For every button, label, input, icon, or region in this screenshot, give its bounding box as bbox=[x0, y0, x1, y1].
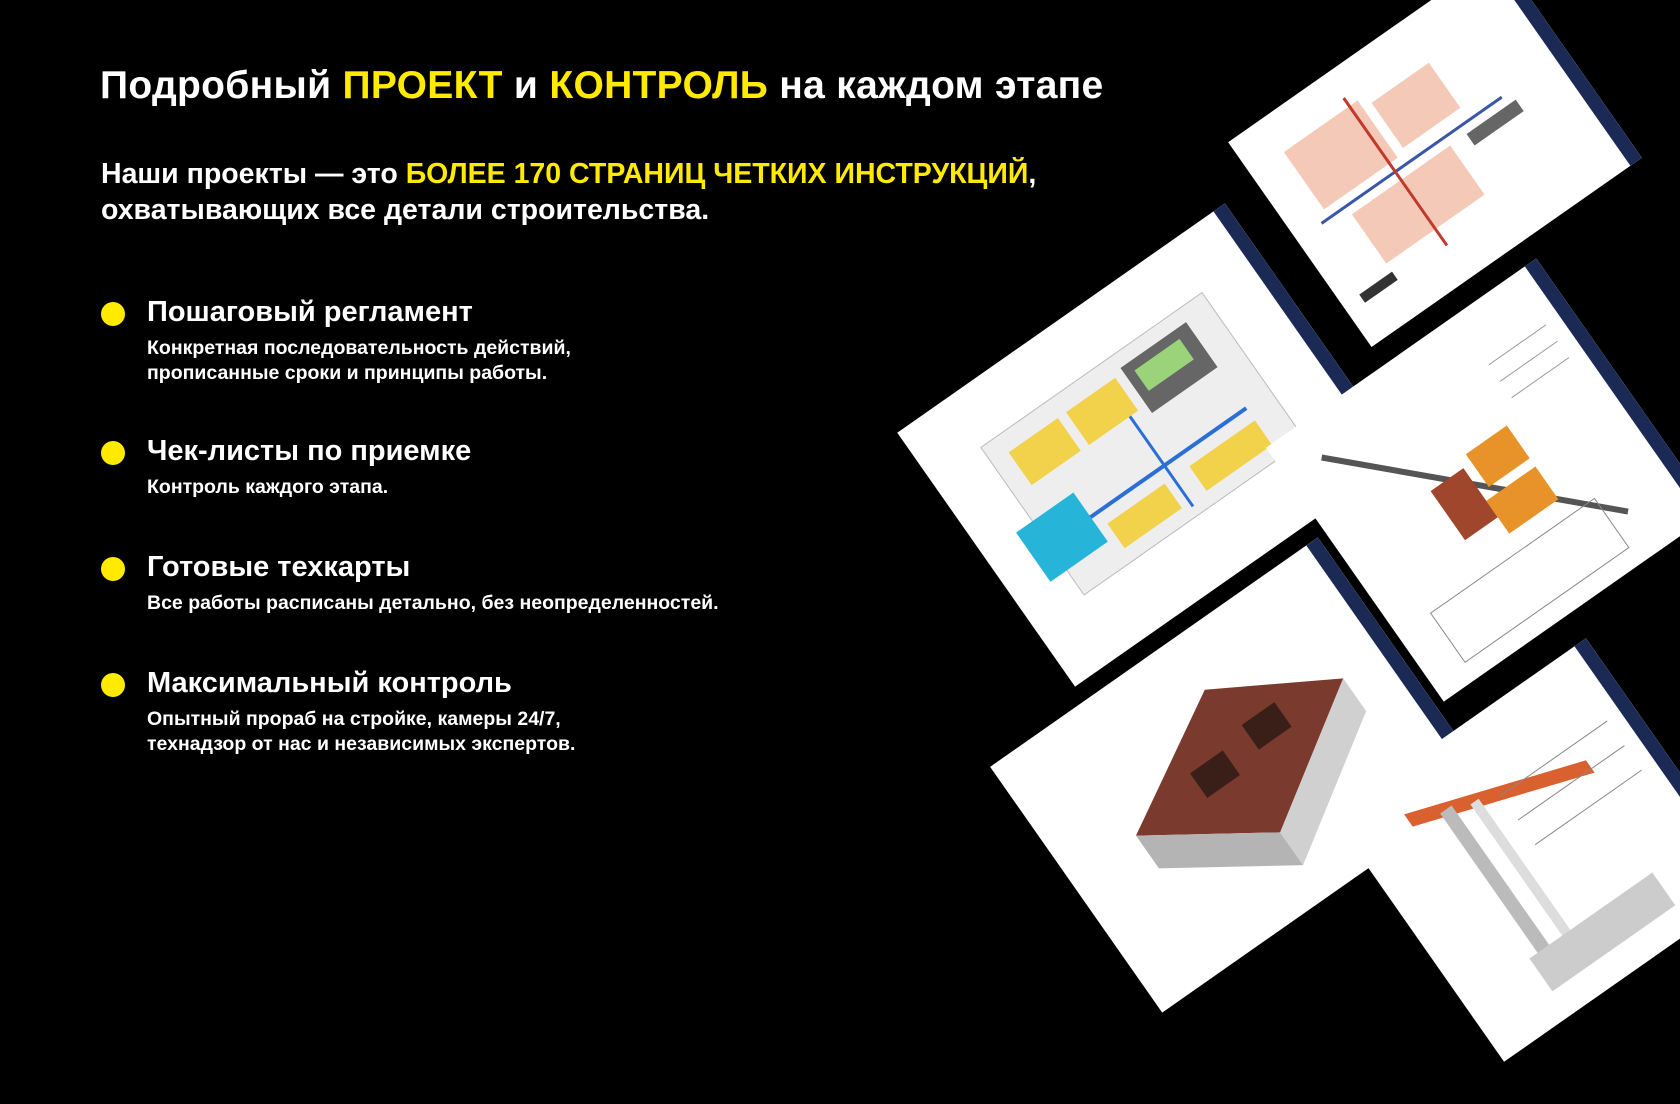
title-accent-project: ПРОЕКТ bbox=[342, 64, 503, 107]
bullet-icon bbox=[101, 557, 125, 581]
page-title bbox=[100, 64, 1104, 108]
subtitle-comma: , bbox=[1028, 158, 1037, 190]
title-part-1: Подробный bbox=[100, 64, 343, 107]
heating-plan-drawing bbox=[1228, 0, 1642, 347]
feature-description-line: Все работы расписаны детально, без неопределенностей. bbox=[147, 592, 719, 614]
subtitle-start: Наши проекты — это bbox=[101, 158, 406, 190]
feature-description bbox=[147, 591, 719, 616]
bullet-icon bbox=[101, 673, 125, 697]
title-accent-control: КОНТРОЛЬ bbox=[549, 64, 769, 107]
feature-description-line: Конкретная последовательность действий, bbox=[147, 337, 571, 359]
subtitle bbox=[101, 156, 1036, 228]
feature-description-line: прописанные сроки и принципы работы. bbox=[147, 362, 548, 384]
page-heating-plan bbox=[1228, 0, 1642, 347]
title-part-2: и bbox=[502, 64, 550, 107]
title-part-3: на каждом этапе bbox=[768, 64, 1104, 107]
feature-description-line: Контроль каждого этапа. bbox=[147, 476, 389, 498]
feature-title: Максимальный контроль bbox=[147, 667, 512, 699]
feature-description-line: Опытный прораб на стройке, камеры 24/7, bbox=[147, 708, 561, 730]
feature-title: Пошаговый регламент bbox=[147, 296, 473, 328]
bullet-icon bbox=[101, 302, 125, 326]
feature-description bbox=[147, 707, 575, 757]
subtitle-line-2: охватывающих все детали строительства. bbox=[101, 194, 710, 226]
feature-description bbox=[147, 336, 571, 386]
feature-title: Чек-листы по приемке bbox=[147, 435, 472, 467]
bullet-icon bbox=[101, 441, 125, 465]
subtitle-accent: БОЛЕЕ 170 СТРАНИЦ ЧЕТКИХ ИНСТРУКЦИЙ bbox=[405, 158, 1029, 190]
feature-description-line: технадзор от нас и независимых экспертов. bbox=[147, 733, 576, 755]
feature-title: Готовые техкарты bbox=[147, 551, 411, 583]
feature-description bbox=[147, 475, 388, 500]
